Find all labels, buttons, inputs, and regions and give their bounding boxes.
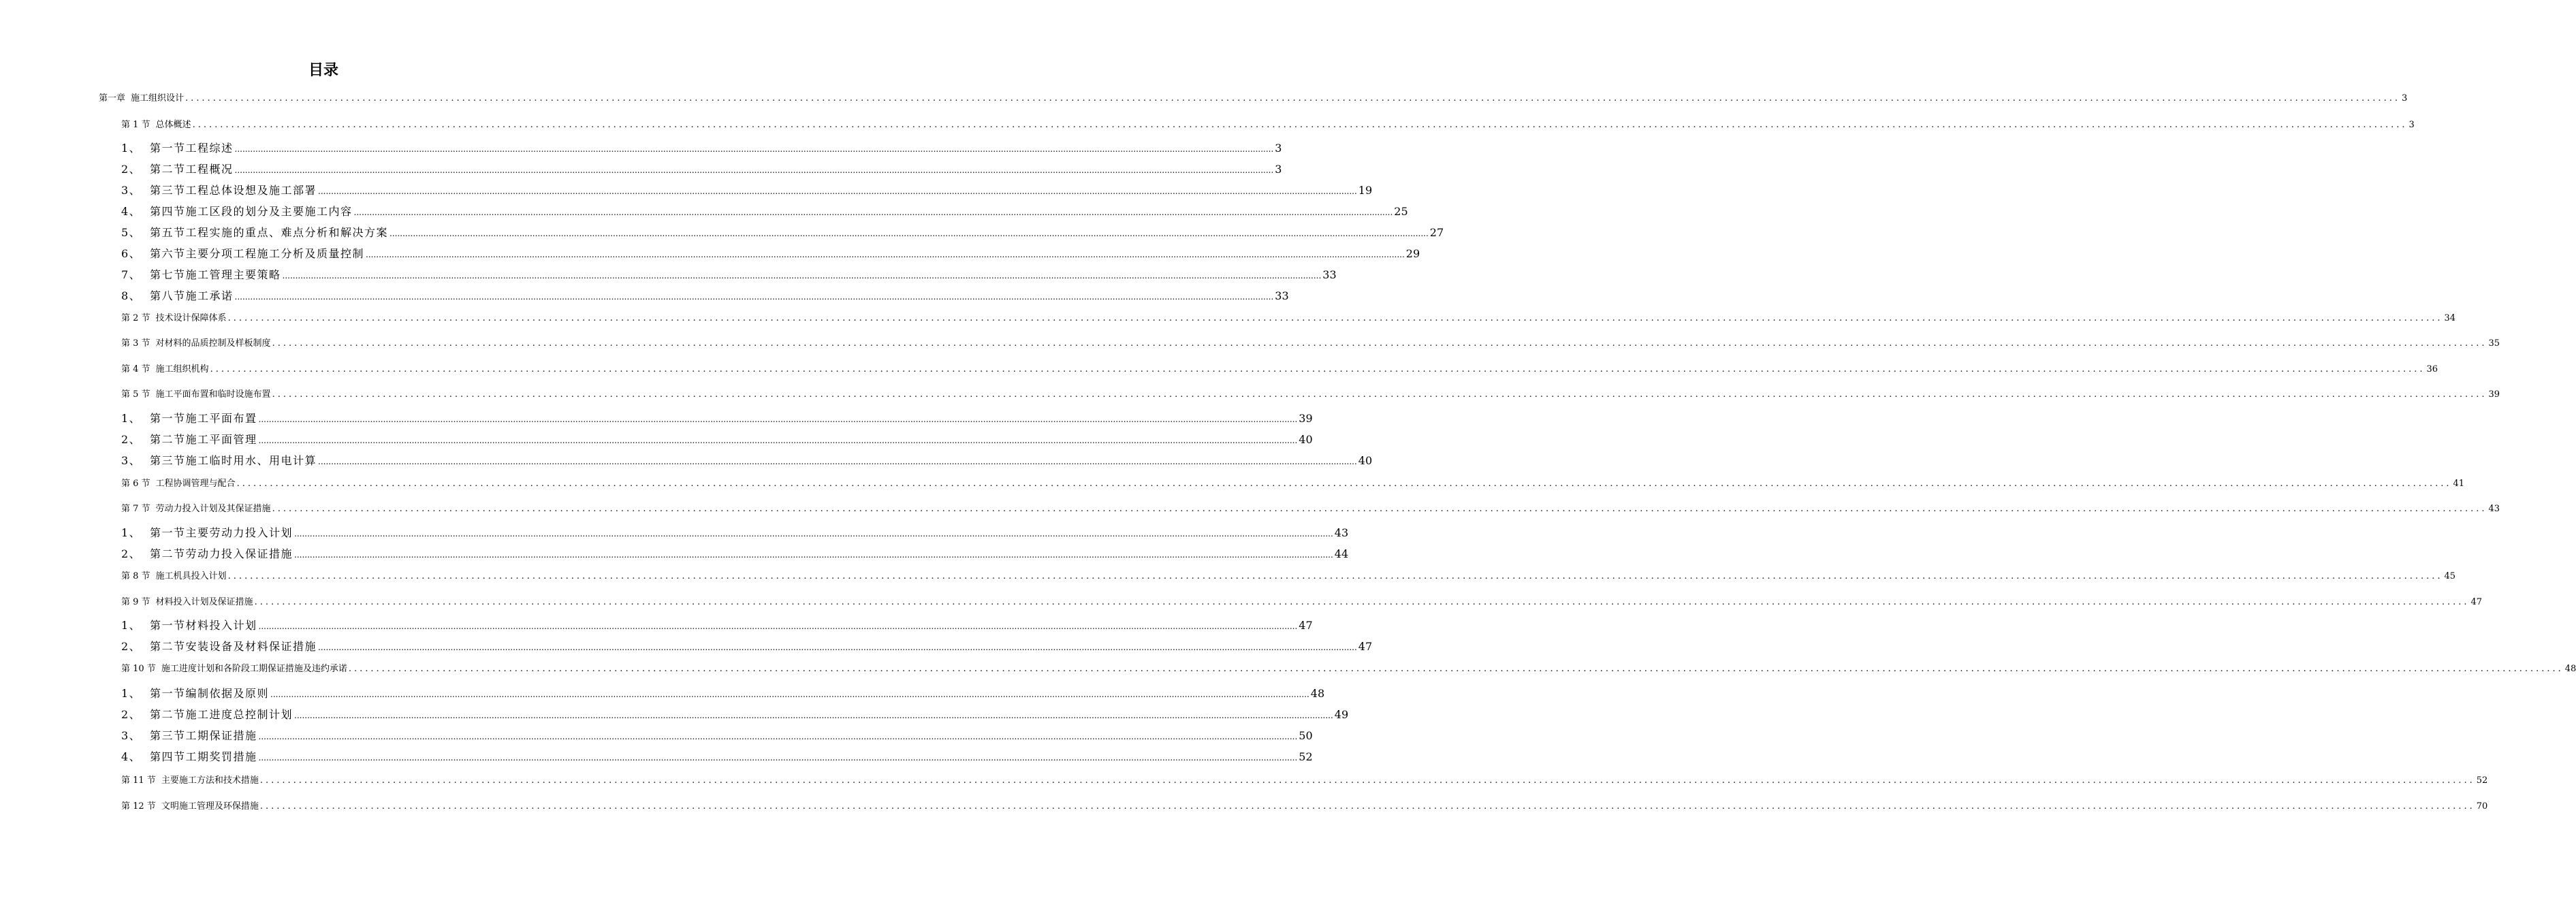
toc-entry-label: 第 4 节 (121, 364, 150, 374)
dot-leader: ................................................................................................................................................................................................................................................................................................................................................................................................................ (185, 93, 2400, 103)
toc-entry-title: 第五节工程实施的重点、难点分析和解决方案 (150, 226, 389, 239)
toc-entry-title: 第一节材料投入计划 (150, 619, 257, 632)
toc-entry[interactable] (121, 617, 1313, 633)
dot-leader: ................................................................................................................................................................................................................................................................................................................................................................................................................ (272, 389, 2487, 400)
dot-leader: ................................................................................................................................................................................................................................................................................................................................................................................................................ (259, 775, 2475, 786)
toc-entry-title: 第七节施工管理主要策略 (150, 268, 281, 281)
toc-entry-label: 3、 (121, 454, 142, 467)
toc-entry-label: 2、 (121, 708, 142, 721)
toc-entry-page-number: 40 (1358, 454, 1373, 467)
toc-entry-label: 3、 (121, 729, 142, 742)
dot-leader: ................................................................................................................................................................................................................................................................................................................................................................................................................ (389, 229, 1429, 238)
toc-entry[interactable] (121, 452, 1373, 468)
dot-leader: ................................................................................................................................................................................................................................................................................................................................................................................................................ (366, 250, 1405, 259)
toc-entry-page-number: 36 (2426, 364, 2438, 374)
toc-entry-label: 第 5 节 (121, 389, 150, 400)
dot-leader: ................................................................................................................................................................................................................................................................................................................................................................................................................ (236, 479, 2452, 489)
toc-entry-title: 第一节主要劳动力投入计划 (150, 526, 293, 539)
toc-entry-label: 第 7 节 (121, 504, 150, 514)
toc-entry-label: 第 1 节 (121, 120, 150, 130)
toc-entry-page-number: 3 (2401, 93, 2408, 103)
toc-entry[interactable] (121, 748, 1313, 765)
toc-entry[interactable] (121, 387, 2500, 403)
toc-entry-title: 第三节工程总体设想及施工部署 (150, 184, 317, 197)
toc-entry[interactable] (121, 568, 2456, 585)
toc-entry[interactable] (121, 661, 2576, 677)
toc-entry[interactable] (121, 799, 2488, 815)
toc-entry-label: 1、 (121, 687, 142, 700)
dot-leader: ................................................................................................................................................................................................................................................................................................................................................................................................................ (227, 571, 2443, 581)
toc-entry-label: 第 3 节 (121, 338, 150, 349)
toc-entry[interactable] (121, 140, 1282, 156)
toc-entry-label: 第 9 节 (121, 597, 150, 607)
toc-entry-label: 第 12 节 (121, 801, 156, 812)
toc-entry-title: 第四节施工区段的划分及主要施工内容 (150, 205, 353, 218)
toc-entry[interactable] (121, 117, 2415, 133)
dot-leader: ................................................................................................................................................................................................................................................................................................................................................................................................................ (272, 338, 2487, 349)
toc-entry[interactable] (121, 182, 1373, 198)
toc-entry-page-number: 39 (1299, 412, 1313, 425)
toc-entry-page-number: 45 (2444, 571, 2456, 581)
toc-entry-title: 施工进度计划和各阶段工期保证措施及违约承诺 (161, 664, 347, 674)
toc-entry-page-number: 48 (2564, 664, 2576, 674)
toc-entry-title: 施工组织设计 (131, 93, 185, 103)
toc-entry-page-number: 27 (1429, 226, 1444, 239)
dot-leader: ................................................................................................................................................................................................................................................................................................................................................................................................................ (318, 457, 1357, 466)
toc-entry-title: 第二节安装设备及材料保证措施 (150, 640, 317, 653)
toc-entry-page-number: 3 (2408, 120, 2415, 130)
toc-entry-title: 第二节施工进度总控制计划 (150, 708, 293, 721)
toc-entry-title: 第二节劳动力投入保证措施 (150, 547, 293, 560)
toc-entry[interactable] (121, 638, 1373, 654)
toc-entry[interactable] (121, 773, 2488, 789)
toc-entry[interactable] (121, 501, 2500, 517)
toc-entry-label: 1、 (121, 619, 142, 632)
dot-leader: ................................................................................................................................................................................................................................................................................................................................................................................................................ (259, 801, 2475, 812)
toc-entry-label: 5、 (121, 226, 142, 239)
dot-leader: ................................................................................................................................................................................................................................................................................................................................................................................................................ (294, 550, 1333, 560)
toc-entry-title: 劳动力投入计划及其保证措施 (155, 504, 271, 514)
toc-entry-page-number: 70 (2476, 801, 2488, 812)
toc-entry-page-number: 47 (2470, 597, 2483, 607)
dot-leader: ................................................................................................................................................................................................................................................................................................................................................................................................................ (258, 622, 1298, 631)
toc-entry-label: 3、 (121, 184, 142, 197)
toc-entry-page-number: 52 (1299, 750, 1313, 763)
dot-leader: ................................................................................................................................................................................................................................................................................................................................................................................................................ (353, 208, 1393, 217)
toc-entry-label: 2、 (121, 163, 142, 176)
dot-leader: ................................................................................................................................................................................................................................................................................................................................................................................................................ (227, 313, 2443, 323)
dot-leader: ................................................................................................................................................................................................................................................................................................................................................................................................................ (270, 690, 1309, 699)
dot-leader: ................................................................................................................................................................................................................................................................................................................................................................................................................ (258, 753, 1298, 762)
toc-entry-title: 第一节施工平面布置 (150, 412, 257, 425)
toc-entry[interactable] (121, 545, 1349, 562)
toc-entry-label: 第 8 节 (121, 571, 150, 581)
toc-entry-title: 第三节工期保证措施 (150, 729, 257, 742)
toc-entry-page-number: 25 (1394, 205, 1408, 218)
toc-entry[interactable] (121, 310, 2456, 327)
page-title: 目录 (308, 62, 338, 79)
toc-entry-page-number: 34 (2444, 313, 2456, 323)
toc-entry[interactable] (121, 410, 1313, 426)
toc-entry-label: 第 11 节 (121, 775, 156, 786)
toc-entry-page-number: 33 (1322, 268, 1337, 281)
toc-entry-page-number: 43 (1334, 526, 1349, 539)
toc-entry-title: 工程协调管理与配合 (155, 479, 236, 489)
toc-entry-label: 4、 (121, 750, 142, 763)
toc-entry-page-number: 39 (2488, 389, 2500, 400)
toc-entry-title: 第二节工程概况 (150, 163, 234, 176)
toc-entry[interactable] (121, 594, 2483, 611)
toc-entry[interactable] (121, 161, 1282, 177)
toc-entry[interactable] (99, 91, 2408, 107)
toc-entry-title: 文明施工管理及环保措施 (161, 801, 259, 812)
toc-entry-label: 第 2 节 (121, 313, 150, 323)
toc-entry-title: 第一节编制依据及原则 (150, 687, 270, 700)
toc-entry-label: 第 10 节 (121, 664, 156, 674)
toc-entry-page-number: 47 (1358, 640, 1373, 653)
toc-entry-page-number: 52 (2476, 775, 2488, 786)
toc-entry[interactable] (121, 266, 1337, 283)
dot-leader: ................................................................................................................................................................................................................................................................................................................................................................................................................ (234, 144, 1274, 154)
toc-entry-label: 2、 (121, 547, 142, 560)
dot-leader: ................................................................................................................................................................................................................................................................................................................................................................................................................ (258, 415, 1298, 424)
toc-entry-title: 总体概述 (155, 120, 191, 130)
toc-entry-label: 第一章 (99, 93, 126, 103)
dot-leader: ................................................................................................................................................................................................................................................................................................................................................................................................................ (348, 664, 2564, 674)
toc-entry-label: 1、 (121, 412, 142, 425)
toc-entry[interactable] (121, 524, 1349, 541)
toc-entry[interactable] (121, 431, 1313, 447)
toc-entry-page-number: 33 (1275, 289, 1289, 302)
toc-entry-page-number: 41 (2453, 479, 2465, 489)
toc-entry-title: 技术设计保障体系 (155, 313, 227, 323)
toc-entry-label: 6、 (121, 247, 142, 260)
toc-entry-title: 施工组织机构 (155, 364, 209, 374)
toc-entry-label: 4、 (121, 205, 142, 218)
toc-entry-page-number: 3 (1275, 163, 1282, 176)
dot-leader: ................................................................................................................................................................................................................................................................................................................................................................................................................ (294, 529, 1333, 539)
toc-entry[interactable] (121, 362, 2438, 378)
toc-entry[interactable] (121, 706, 1349, 722)
dot-leader: ................................................................................................................................................................................................................................................................................................................................................................................................................ (234, 165, 1274, 175)
toc-entry-title: 第六节主要分项工程施工分析及质量控制 (150, 247, 365, 260)
toc-entry-label: 2、 (121, 640, 142, 653)
toc-entry-page-number: 43 (2488, 504, 2500, 514)
dot-leader: ................................................................................................................................................................................................................................................................................................................................................................................................................ (282, 271, 1322, 280)
toc-entry-title: 第一节工程综述 (150, 142, 234, 155)
dot-leader: ................................................................................................................................................................................................................................................................................................................................................................................................................ (294, 711, 1333, 720)
dot-leader: ................................................................................................................................................................................................................................................................................................................................................................................................................ (210, 364, 2426, 374)
toc-entry[interactable] (121, 245, 1420, 261)
toc-entry-page-number: 44 (1334, 547, 1349, 560)
toc-entry-title: 对材料的品质控制及样板制度 (155, 338, 271, 349)
toc-entry[interactable] (121, 727, 1313, 743)
toc-entry-title: 主要施工方法和技术措施 (161, 775, 259, 786)
toc-entry-page-number: 19 (1358, 184, 1373, 197)
toc-entry[interactable] (121, 476, 2465, 492)
toc-entry-page-number: 48 (1310, 687, 1325, 700)
toc-entry-label: 1、 (121, 142, 142, 155)
toc-entry-label: 第 6 节 (121, 479, 150, 489)
toc-entry-page-number: 29 (1405, 247, 1420, 260)
toc-entry-page-number: 35 (2488, 338, 2500, 349)
dot-leader: ................................................................................................................................................................................................................................................................................................................................................................................................................ (234, 292, 1274, 302)
toc-entry[interactable] (121, 287, 1289, 304)
toc-entry-label: 2、 (121, 433, 142, 446)
toc-entry-title: 材料投入计划及保证措施 (155, 597, 253, 607)
toc-entry-title: 第四节工期奖罚措施 (150, 750, 257, 763)
toc-entry-title: 第二节施工平面管理 (150, 433, 257, 446)
toc-entry-page-number: 47 (1299, 619, 1313, 632)
dot-leader: ................................................................................................................................................................................................................................................................................................................................................................................................................ (258, 436, 1298, 445)
dot-leader: ................................................................................................................................................................................................................................................................................................................................................................................................................ (272, 504, 2487, 514)
toc-entry-page-number: 3 (1275, 142, 1282, 155)
toc-entry[interactable] (121, 685, 1325, 701)
toc-entry-label: 1、 (121, 526, 142, 539)
toc-entry-page-number: 50 (1299, 729, 1313, 742)
dot-leader: ................................................................................................................................................................................................................................................................................................................................................................................................................ (258, 732, 1298, 741)
dot-leader: ................................................................................................................................................................................................................................................................................................................................................................................................................ (192, 120, 2408, 130)
toc-entry-label: 7、 (121, 268, 142, 281)
dot-leader: ................................................................................................................................................................................................................................................................................................................................................................................................................ (318, 187, 1357, 196)
dot-leader: ................................................................................................................................................................................................................................................................................................................................................................................................................ (254, 597, 2470, 607)
toc-entry-title: 施工平面布置和临时设施布置 (155, 389, 271, 400)
toc-entry-title: 施工机具投入计划 (155, 571, 227, 581)
toc-entry-title: 第三节施工临时用水、用电计算 (150, 454, 317, 467)
toc-entry[interactable] (121, 336, 2500, 352)
toc-entry-page-number: 49 (1334, 708, 1349, 721)
toc-entry-label: 8、 (121, 289, 142, 302)
dot-leader: ................................................................................................................................................................................................................................................................................................................................................................................................................ (318, 643, 1357, 652)
toc-entry[interactable] (121, 224, 1444, 240)
toc-entry-title: 第八节施工承诺 (150, 289, 234, 302)
toc-entry-page-number: 40 (1299, 433, 1313, 446)
toc-entry[interactable] (121, 203, 1408, 219)
